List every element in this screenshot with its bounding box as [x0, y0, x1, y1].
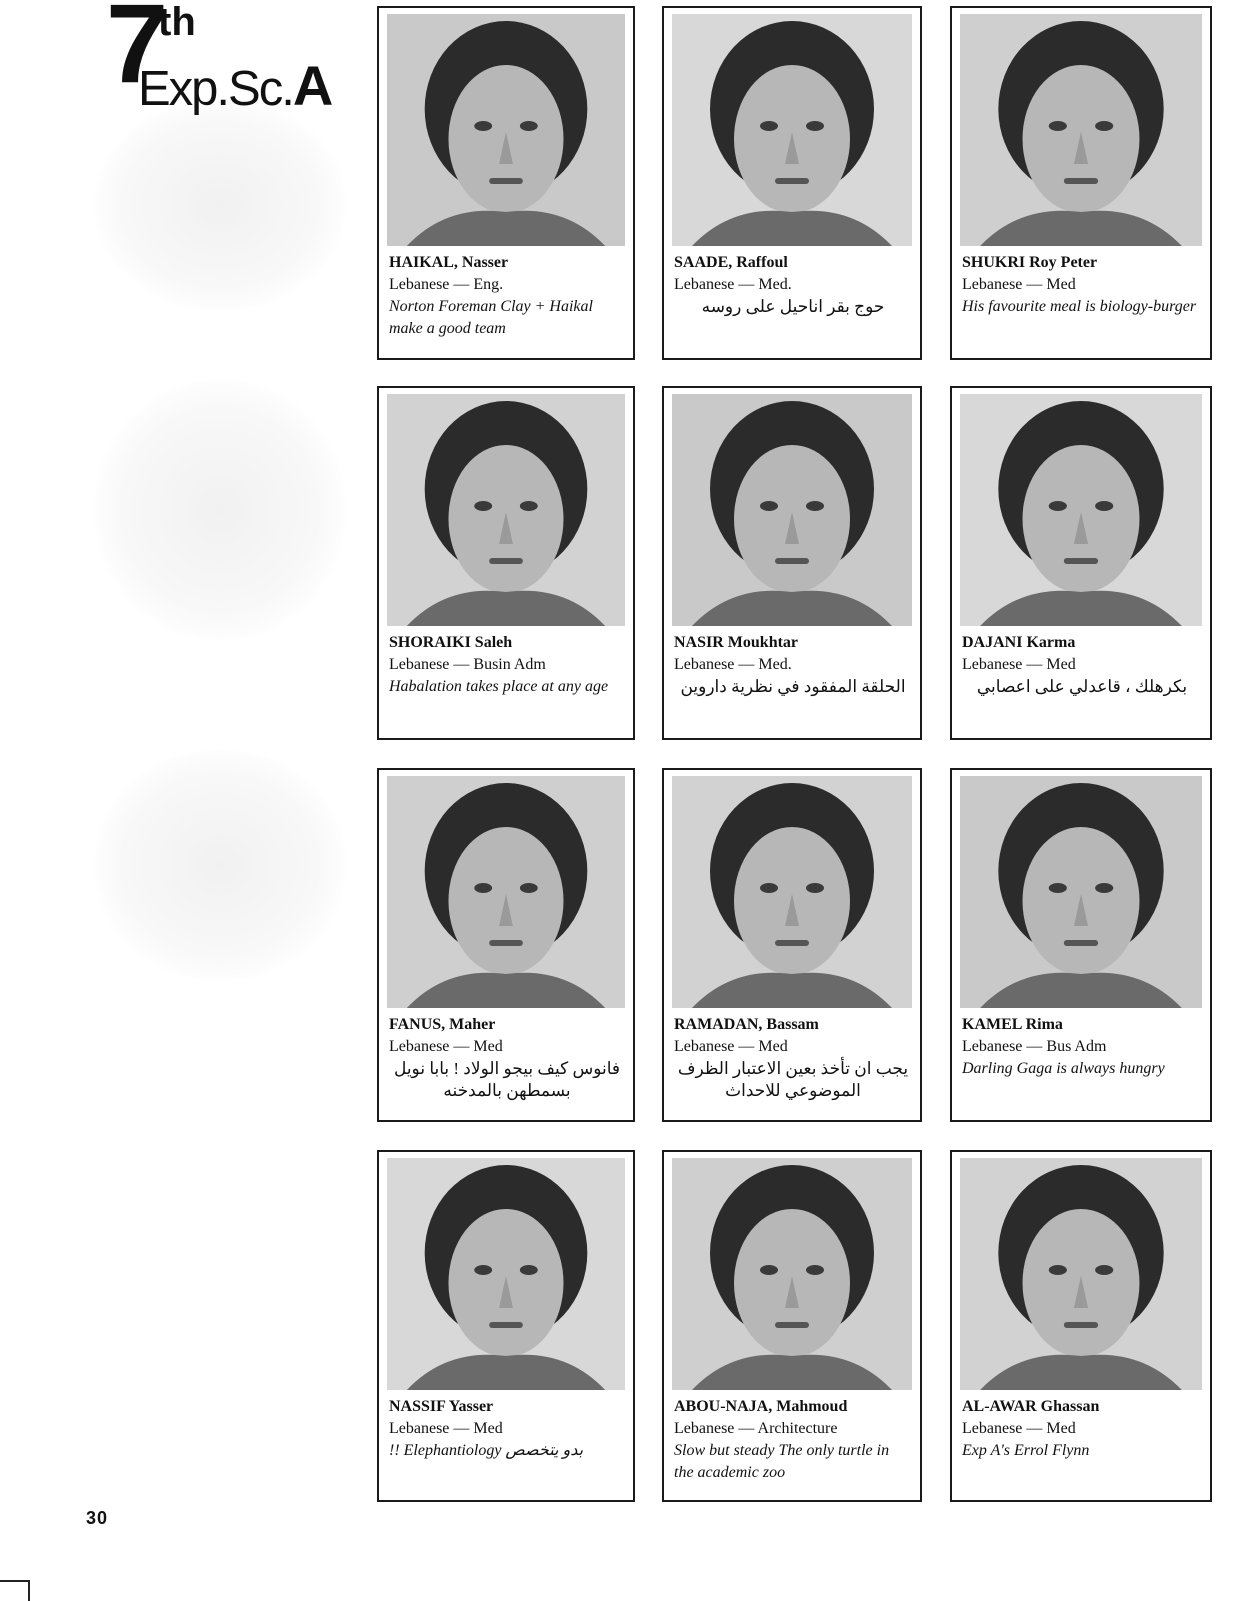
student-quote: !! Elephantiology بدو يتخصص	[389, 1442, 584, 1459]
student-photo	[672, 776, 912, 1008]
student-card	[662, 6, 922, 360]
student-caption	[389, 1396, 625, 1462]
student-quote: Habalation takes place at any age	[389, 678, 609, 695]
student-name: FANUS, Maher	[389, 1016, 496, 1033]
student-card	[377, 768, 635, 1122]
student-card	[662, 768, 922, 1122]
class-number: 7	[106, 0, 165, 106]
student-card	[662, 386, 922, 740]
student-photo	[960, 394, 1202, 626]
student-name: NASIR Moukhtar	[674, 634, 799, 651]
student-quote: يجب ان تأخذ بعين الاعتبار الظرف الموضوعي للاحداث	[677, 1059, 909, 1100]
student-quote: His favourite meal is biology-burger	[962, 298, 1197, 315]
student-card	[950, 386, 1212, 740]
student-photo	[672, 1158, 912, 1390]
student-nationality-major: Lebanese — Med.	[674, 276, 792, 293]
student-name: ABOU-NAJA, Mahmoud	[674, 1398, 848, 1415]
student-nationality-major: Lebanese — Eng.	[389, 276, 504, 293]
student-caption	[674, 1014, 912, 1102]
student-photo	[387, 776, 625, 1008]
student-card	[377, 1150, 635, 1502]
student-name: AL-AWAR Ghassan	[962, 1398, 1100, 1415]
student-caption	[674, 632, 912, 698]
student-caption	[962, 1014, 1202, 1080]
student-caption	[674, 252, 912, 318]
student-name: HAIKAL, Nasser	[389, 254, 509, 271]
student-quote: بكرهلك ، قاعدلي على اعصابي	[976, 677, 1188, 696]
section-letter: A	[292, 54, 332, 117]
student-caption	[962, 632, 1202, 698]
student-caption	[962, 252, 1202, 318]
student-quote: حوج بقر اناحيل على روسه	[701, 297, 885, 316]
student-quote: Exp A's Errol Flynn	[962, 1442, 1090, 1459]
student-name: RAMADAN, Bassam	[674, 1016, 819, 1033]
student-nationality-major: Lebanese — Med	[962, 1420, 1076, 1437]
student-photo	[960, 776, 1202, 1008]
faded-background-portrait	[95, 750, 345, 980]
student-name: NASSIF Yasser	[389, 1398, 494, 1415]
class-ordinal-suffix: th	[158, 0, 196, 44]
student-nationality-major: Lebanese — Med	[389, 1038, 503, 1055]
student-card	[662, 1150, 922, 1502]
class-section	[138, 54, 332, 117]
page-number: 30	[86, 1508, 109, 1528]
section-heading	[106, 0, 376, 117]
student-card	[950, 1150, 1212, 1502]
student-quote: Norton Foreman Clay + Haikal make a good team	[389, 298, 593, 337]
student-photo	[960, 1158, 1202, 1390]
student-nationality-major: Lebanese — Med	[962, 276, 1076, 293]
student-name: SHORAIKI Saleh	[389, 634, 513, 651]
student-card	[377, 386, 635, 740]
student-quote: فانوس كيف بيجو الولاد ! بابا نويل بسمطهن بالمدخنه	[393, 1059, 621, 1100]
student-caption	[962, 1396, 1202, 1462]
student-card	[950, 768, 1212, 1122]
student-photo	[387, 1158, 625, 1390]
student-caption	[389, 1014, 625, 1102]
student-nationality-major: Lebanese — Architecture	[674, 1420, 838, 1437]
student-nationality-major: Lebanese — Bus Adm	[962, 1038, 1107, 1055]
faded-background-portrait	[95, 100, 345, 310]
page-corner-mark	[0, 1580, 30, 1601]
faded-background-portrait	[95, 380, 345, 640]
student-nationality-major: Lebanese — Med.	[674, 656, 792, 673]
student-photo	[387, 14, 625, 246]
student-nationality-major: Lebanese — Med	[389, 1420, 503, 1437]
student-name: SAADE, Raffoul	[674, 254, 788, 271]
student-quote: الحلقة المفقود في نظرية داروين	[680, 677, 906, 696]
student-caption	[389, 632, 625, 698]
student-card	[950, 6, 1212, 360]
student-caption	[674, 1396, 912, 1484]
section-name: Exp.Sc.	[138, 62, 293, 116]
student-nationality-major: Lebanese — Med	[674, 1038, 788, 1055]
student-name: KAMEL Rima	[962, 1016, 1063, 1033]
student-quote: Slow but steady The only turtle in the academic zoo	[674, 1442, 890, 1481]
student-photo	[672, 14, 912, 246]
student-photo	[672, 394, 912, 626]
student-nationality-major: Lebanese — Busin Adm	[389, 656, 546, 673]
student-photo	[960, 14, 1202, 246]
student-caption	[389, 252, 625, 340]
student-nationality-major: Lebanese — Med	[962, 656, 1076, 673]
student-quote: Darling Gaga is always hungry	[962, 1060, 1165, 1077]
student-name: DAJANI Karma	[962, 634, 1076, 651]
student-name: SHUKRI Roy Peter	[962, 254, 1098, 271]
student-card	[377, 6, 635, 360]
student-photo	[387, 394, 625, 626]
